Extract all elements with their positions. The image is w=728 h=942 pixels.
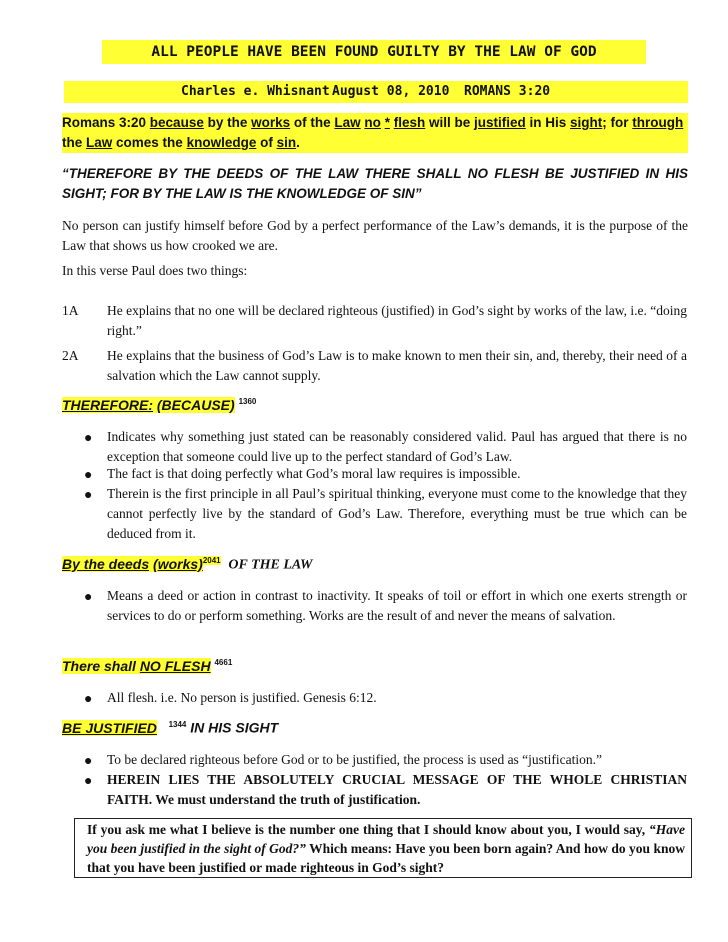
bullet-icon: ● [84, 692, 93, 707]
point-number: 1A [62, 303, 79, 318]
date: August 08, 2010 [332, 84, 450, 99]
bullet-text: All flesh. i.e. No person is justified. Genesis 6:12. [107, 690, 377, 705]
intro-paragraph: No person can justify himself before God by a perfect performance of the Law’s demands, it is the purpose of the Law that shows us how crooked we are. [62, 218, 688, 253]
heading-no-flesh: There shall NO FLESH $^{4661}$ [62, 657, 233, 674]
bullet-text: To be declared righteous before God or to be justified, the process is used as “justification.” [107, 752, 603, 767]
author: Charles e. Whisnant [181, 84, 330, 99]
reference: ROMANS 3:20 [464, 84, 551, 99]
bullet-icon: ● [84, 774, 93, 789]
point-text: He explains that no one will be declared righteous (justified) in God’s sight by works of the law, i.e. “doing right.” [107, 303, 687, 338]
heading-therefore: THEREFORE: (BECAUSE) $^{1360}$ [62, 396, 257, 413]
bullet-icon: ● [84, 431, 93, 446]
bullet-icon: ● [84, 590, 93, 605]
bullet-icon: ● [84, 754, 93, 769]
caps-quote: “THEREFORE BY THE DEEDS OF THE LAW THERE SHALL NO FLESH BE JUSTIFIED IN HIS SIGHT; FOR BY THE LAW IS THE KNOWLEDGE OF SIN” [62, 166, 688, 201]
bullet-text: The fact is that doing perfectly what God’s moral law requires is impossible. [107, 466, 521, 481]
heading-deeds: By the deeds (works)$^{2041}$ OF THE LAW [62, 555, 313, 573]
bullet-text: Means a deed or action in contrast to inactivity. It speaks of toil or effort in which one exerts strength or services to do or perform something. Works are the result of and never the means of salvation. [107, 588, 687, 623]
point-text: He explains that the business of God’s Law is to make known to men their sin, and, thereby, their need of a salvation which the Law cannot supply. [107, 348, 687, 383]
callout-box: If you ask me what I believe is the number one thing that I should know about you, I would say, “Have you been justified in the sight of God?” Which means: Have you been born again? And how do you know that you have been justified or made righteous in God’s sight? [74, 818, 692, 878]
bullet-icon: ● [84, 488, 93, 503]
subtitle-bar [64, 81, 688, 103]
verse-text: Romans 3:20 because by the works of the Law no * flesh will be justified in His sight; for through the Law comes the knowledge of sin. [62, 113, 688, 153]
bullet-text: HEREIN LIES THE ABSOLUTELY CRUCIAL MESSAGE OF THE WHOLE CHRISTIAN FAITH. We must understand the truth of justification. [107, 772, 687, 807]
bullet-text: Therein is the first principle in all Paul’s spiritual thinking, everyone must come to the knowledge that they cannot perfectly live by the standard of God’s Law. Therefore, everything must be true which can be deduced from it. [107, 486, 687, 541]
intro-line: In this verse Paul does two things: [62, 263, 248, 278]
point-number: 2A [62, 348, 79, 363]
heading-be-justified: BE JUSTIFIED $^{1344}$ IN HIS SIGHT [62, 719, 279, 736]
page-title: ALL PEOPLE HAVE BEEN FOUND GUILTY BY THE LAW OF GOD [102, 40, 646, 64]
bullet-text: Indicates why something just stated can be reasonably considered valid. Paul has argued that there is no exception that someone could live up to the perfect standard of God’s Law. [107, 429, 687, 464]
bullet-icon: ● [84, 468, 93, 483]
